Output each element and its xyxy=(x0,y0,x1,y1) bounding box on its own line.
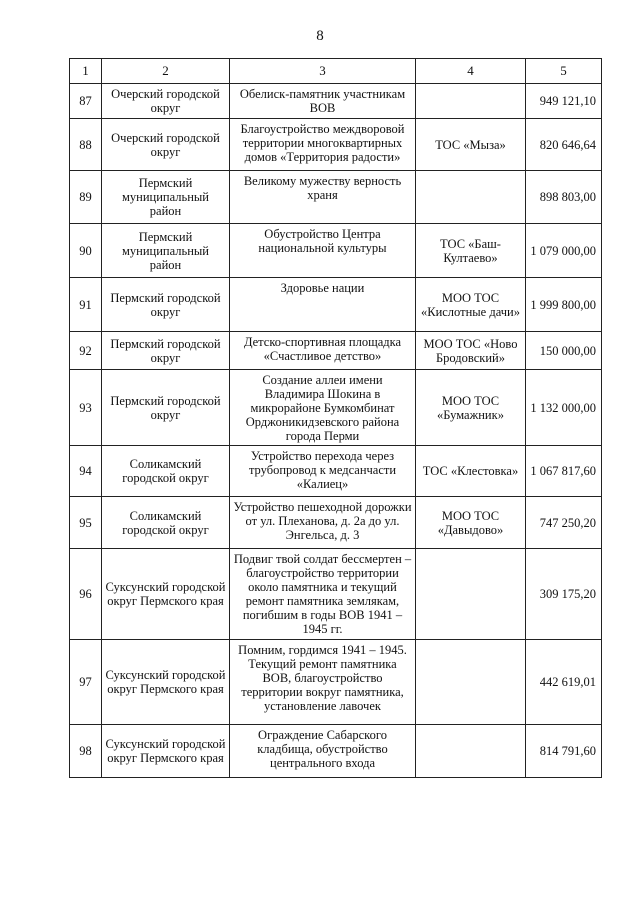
cell-tos: МОО ТОС «Давыдово» xyxy=(416,497,526,549)
cell-number: 94 xyxy=(70,446,102,497)
cell-municipality: Пермский городской округ xyxy=(102,332,230,370)
table-row xyxy=(70,725,602,778)
cell-tos: ТОС «Баш-Култаево» xyxy=(416,224,526,278)
cell-project: Обелиск-памятник участникам ВОВ xyxy=(230,84,416,119)
column-header: 2 xyxy=(102,59,230,84)
table-row xyxy=(70,224,602,278)
cell-amount: 820 646,64 xyxy=(526,119,602,171)
table-row xyxy=(70,446,602,497)
table-row xyxy=(70,370,602,446)
cell-tos: МОО ТОС «Бумажник» xyxy=(416,370,526,446)
cell-tos xyxy=(416,549,526,640)
table-row xyxy=(70,640,602,725)
table-row xyxy=(70,84,602,119)
cell-project: Устройство пешеходной дорожки от ул. Плеханова, д. 2а до ул. Энгельса, д. 3 xyxy=(230,497,416,549)
table-row xyxy=(70,119,602,171)
cell-amount: 1 999 800,00 xyxy=(526,278,602,332)
cell-amount: 150 000,00 xyxy=(526,332,602,370)
cell-amount: 1 067 817,60 xyxy=(526,446,602,497)
cell-number: 95 xyxy=(70,497,102,549)
cell-tos: ТОС «Мыза» xyxy=(416,119,526,171)
cell-amount: 1 079 000,00 xyxy=(526,224,602,278)
table-row xyxy=(70,332,602,370)
table-row xyxy=(70,278,602,332)
cell-number: 91 xyxy=(70,278,102,332)
column-header: 4 xyxy=(416,59,526,84)
cell-project: Здоровье нации xyxy=(230,278,416,332)
cell-number: 92 xyxy=(70,332,102,370)
cell-project: Помним, гордимся 1941 – 1945. Текущий ремонт памятника ВОВ, благоустройство территории вокруг памятника, установление лавочек xyxy=(230,640,416,725)
cell-number: 98 xyxy=(70,725,102,778)
cell-tos xyxy=(416,171,526,224)
cell-tos xyxy=(416,640,526,725)
cell-tos xyxy=(416,84,526,119)
cell-project: Создание аллеи имени Владимира Шокина в микрорайоне Бумкомбинат Орджоникидзевского района города Перми xyxy=(230,370,416,446)
cell-project: Устройство перехода через трубопровод к медсанчасти «Калиец» xyxy=(230,446,416,497)
table-row xyxy=(70,549,602,640)
cell-municipality: Пермский городской округ xyxy=(102,278,230,332)
cell-municipality: Пермский муниципальный район xyxy=(102,171,230,224)
cell-number: 89 xyxy=(70,171,102,224)
cell-number: 88 xyxy=(70,119,102,171)
cell-project: Великому мужеству верность храня xyxy=(230,171,416,224)
cell-number: 87 xyxy=(70,84,102,119)
cell-municipality: Очерский городской округ xyxy=(102,84,230,119)
cell-project: Подвиг твой солдат бессмертен – благоустройство территории около памятника и текущий ремонт памятника землякам, погибшим в годы ВОВ 1941 – 1945 гг. xyxy=(230,549,416,640)
cell-municipality: Пермский городской округ xyxy=(102,370,230,446)
cell-tos: ТОС «Клестовка» xyxy=(416,446,526,497)
cell-number: 90 xyxy=(70,224,102,278)
cell-number: 97 xyxy=(70,640,102,725)
cell-tos: МОО ТОС «Ново Бродовский» xyxy=(416,332,526,370)
column-header: 3 xyxy=(230,59,416,84)
cell-project: Ограждение Сабарского кладбища, обустройство центрального входа xyxy=(230,725,416,778)
cell-amount: 949 121,10 xyxy=(526,84,602,119)
cell-municipality: Соликамский городской округ xyxy=(102,497,230,549)
cell-municipality: Суксунский городской округ Пермского края xyxy=(102,640,230,725)
cell-amount: 1 132 000,00 xyxy=(526,370,602,446)
cell-municipality: Суксунский городской округ Пермского края xyxy=(102,549,230,640)
column-header: 5 xyxy=(526,59,602,84)
projects-table xyxy=(69,58,602,778)
cell-municipality: Соликамский городской округ xyxy=(102,446,230,497)
cell-number: 96 xyxy=(70,549,102,640)
cell-municipality: Пермский муниципальный район xyxy=(102,224,230,278)
cell-project: Детско-спортивная площадка «Счастливое детство» xyxy=(230,332,416,370)
cell-municipality: Суксунский городской округ Пермского края xyxy=(102,725,230,778)
cell-tos: МОО ТОС «Кислотные дачи» xyxy=(416,278,526,332)
column-header: 1 xyxy=(70,59,102,84)
table-row xyxy=(70,497,602,549)
cell-amount: 309 175,20 xyxy=(526,549,602,640)
cell-number: 93 xyxy=(70,370,102,446)
cell-project: Благоустройство междворовой территории многоквартирных домов «Территория радости» xyxy=(230,119,416,171)
cell-amount: 898 803,00 xyxy=(526,171,602,224)
cell-tos xyxy=(416,725,526,778)
page-number: 8 xyxy=(316,28,324,44)
cell-amount: 442 619,01 xyxy=(526,640,602,725)
table-row xyxy=(70,171,602,224)
cell-amount: 814 791,60 xyxy=(526,725,602,778)
table-header-row xyxy=(70,59,602,84)
cell-amount: 747 250,20 xyxy=(526,497,602,549)
cell-project: Обустройство Центра национальной культуры xyxy=(230,224,416,278)
cell-municipality: Очерский городской округ xyxy=(102,119,230,171)
